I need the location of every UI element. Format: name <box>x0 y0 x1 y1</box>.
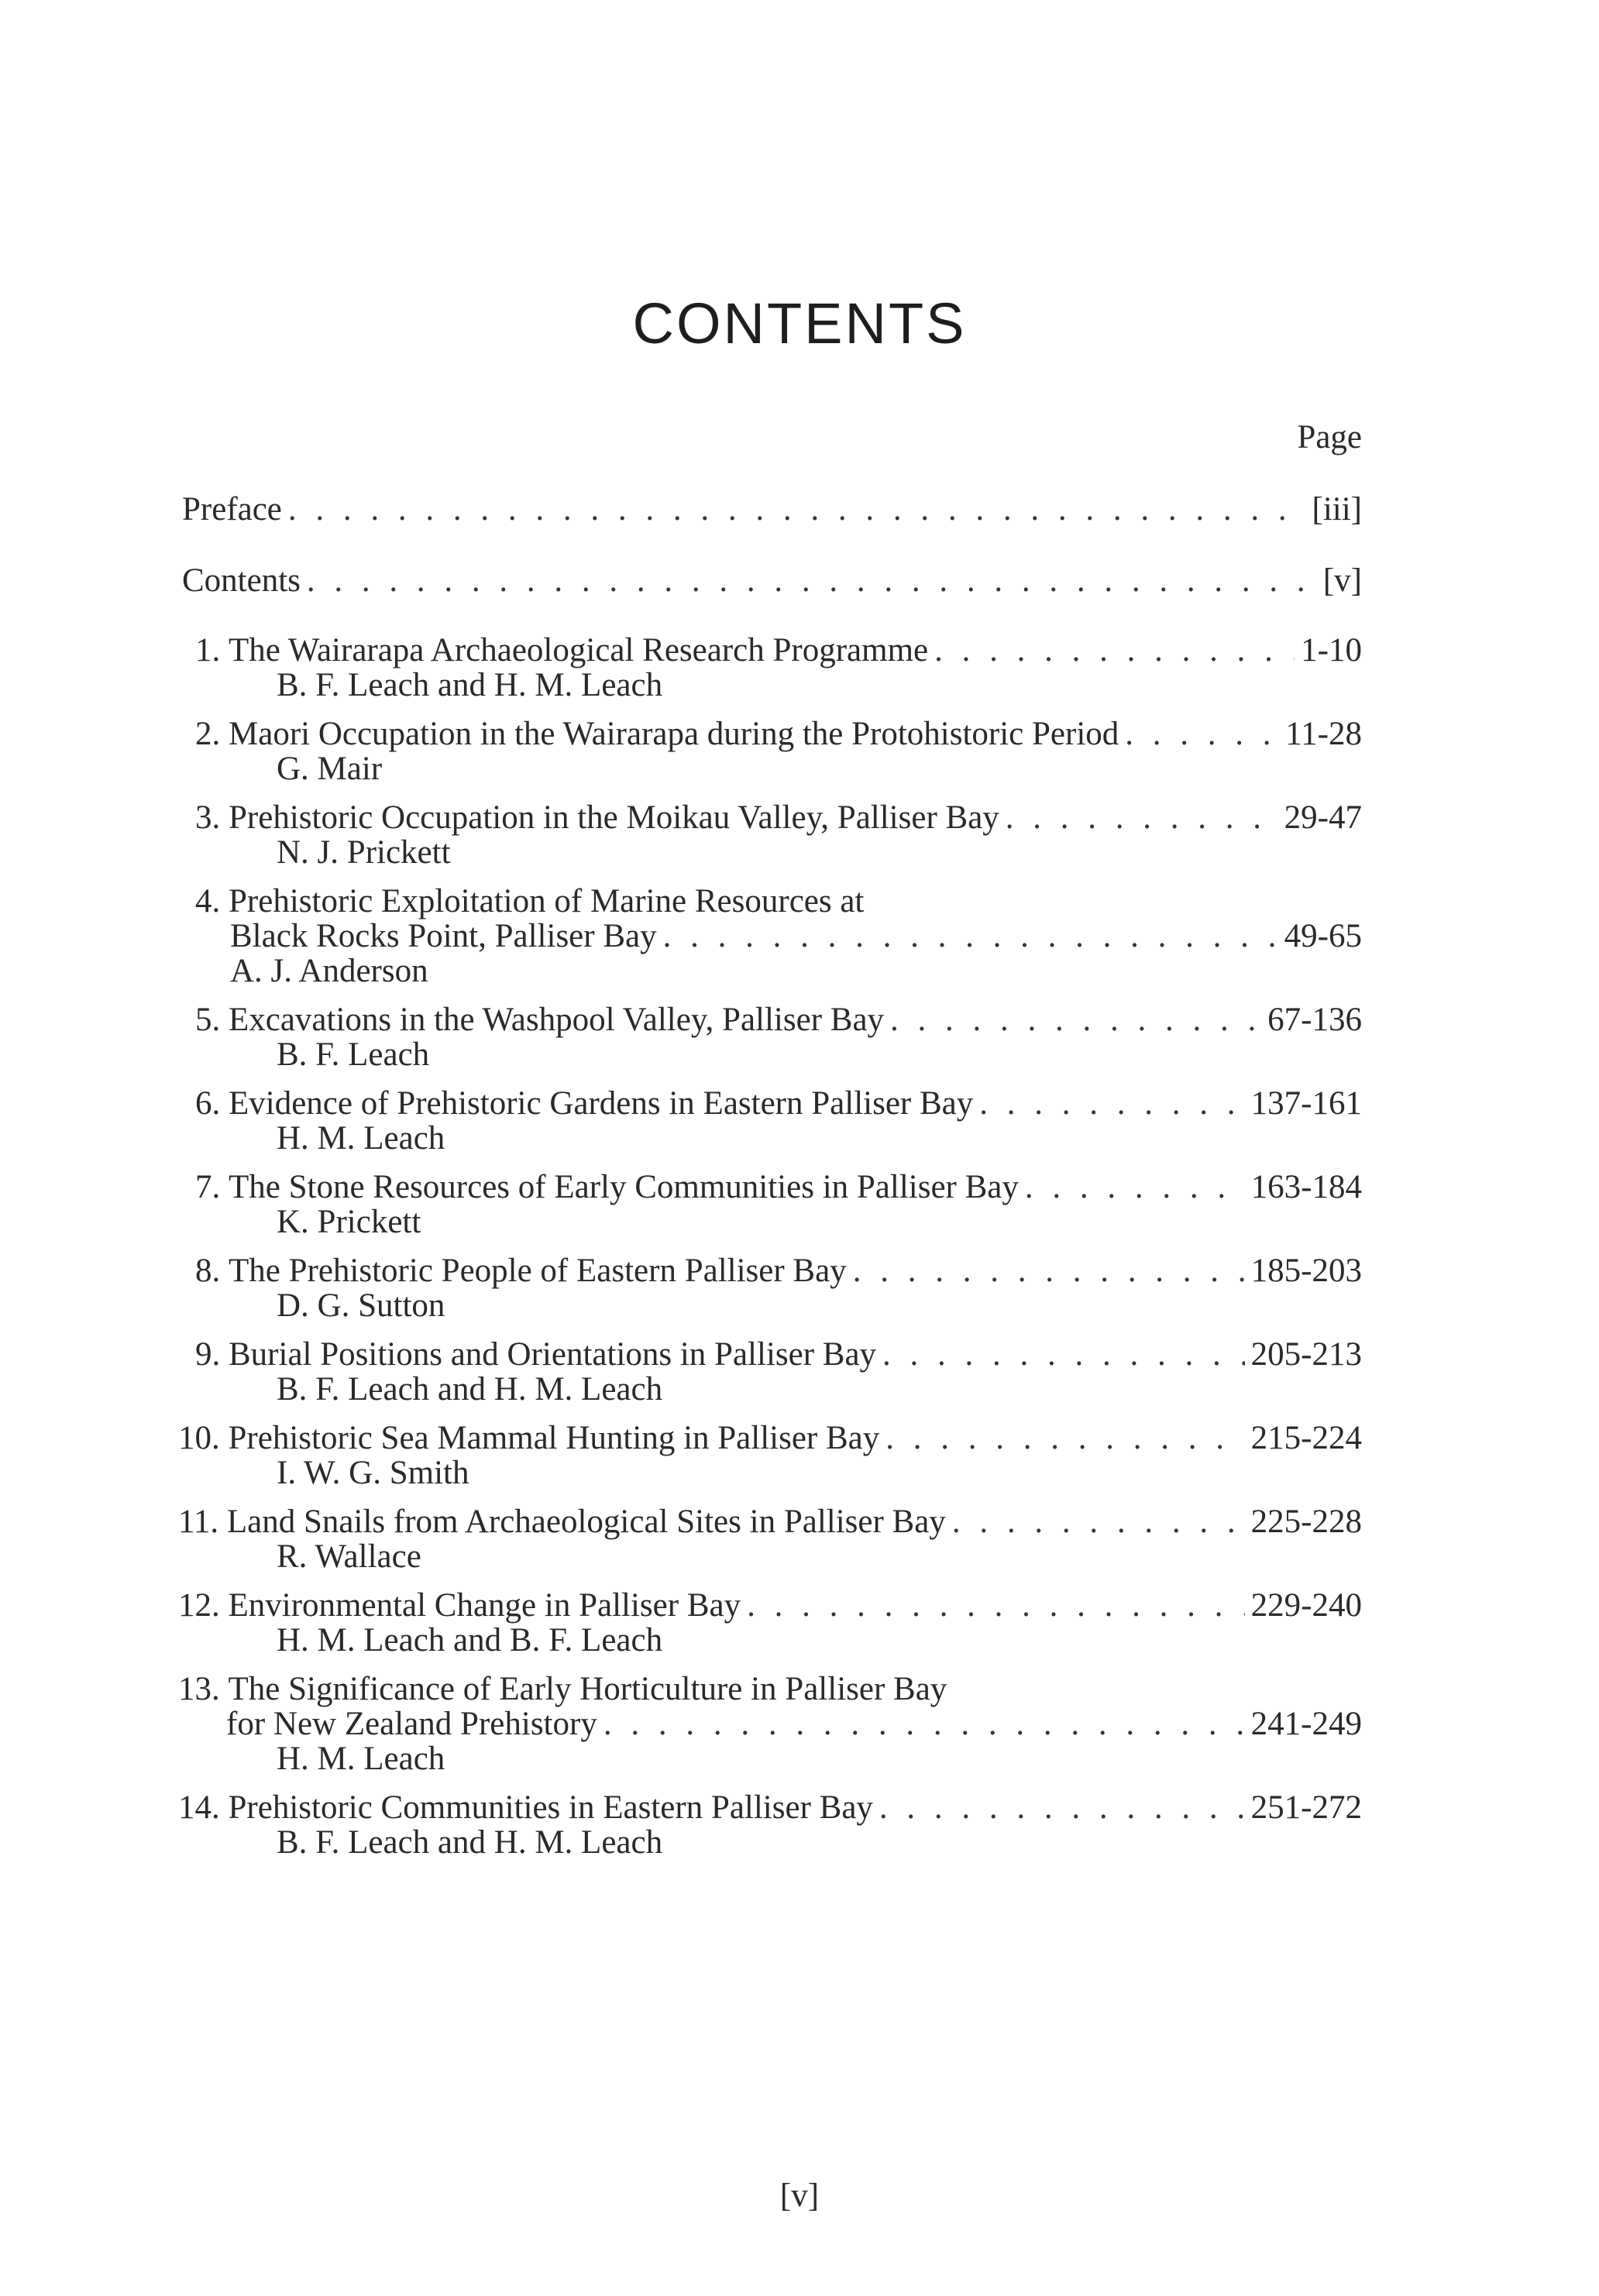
toc-entry-number: 5. <box>195 1002 221 1038</box>
toc-entry-3[interactable] <box>0 796 1599 840</box>
toc-entry-10[interactable] <box>0 1417 1599 1460</box>
toc-entry-number: 6. <box>195 1085 221 1122</box>
toc-entry-8[interactable] <box>0 1249 1599 1293</box>
toc-page-number: 163-184 <box>1250 1169 1362 1205</box>
toc-entry-1[interactable] <box>0 629 1599 672</box>
toc-page-number: 67-136 <box>1267 1002 1362 1038</box>
toc-entry-author: H. M. Leach <box>277 1741 445 1777</box>
toc-entry-number: 4. <box>195 883 221 919</box>
dot-leader <box>952 1500 1245 1544</box>
toc-page-number: 49-65 <box>1284 918 1362 954</box>
toc-page-number: [v] <box>1322 562 1362 599</box>
toc-entry-title-line1: The Significance of Early Horticulture in Palliser Bay <box>228 1671 947 1707</box>
dot-leader <box>879 1786 1245 1830</box>
toc-entry-title: for New Zealand Prehistory <box>226 1706 597 1742</box>
toc-entry-7[interactable] <box>0 1166 1599 1209</box>
toc-entry-6[interactable] <box>0 1082 1599 1126</box>
toc-page-number: 137-161 <box>1250 1085 1362 1122</box>
toc-page-number: 251-272 <box>1250 1789 1362 1826</box>
toc-entry-title: Environmental Change in Palliser Bay <box>228 1587 741 1624</box>
toc-entry-14[interactable] <box>0 1786 1599 1830</box>
toc-entry-author: B. F. Leach and H. M. Leach <box>277 667 663 703</box>
toc-page-number: 185-203 <box>1250 1253 1362 1289</box>
dot-leader <box>885 1417 1244 1460</box>
toc-entry-title: Maori Occupation in the Wairarapa during the Protohistoric Period <box>229 716 1119 752</box>
toc-entry-title: The Wairarapa Archaeological Research Programme <box>229 632 929 669</box>
toc-entry-number: 2. <box>195 716 221 752</box>
toc-entry-title-line1: Prehistoric Exploitation of Marine Resources at <box>229 883 865 919</box>
dot-leader <box>747 1584 1245 1627</box>
toc-page-number: 229-240 <box>1250 1587 1362 1624</box>
toc-entry-author: I. W. G. Smith <box>277 1455 469 1491</box>
toc-page-number: 29-47 <box>1284 799 1362 836</box>
toc-entry-11[interactable] <box>0 1500 1599 1544</box>
toc-entry-author: A. J. Anderson <box>230 953 428 989</box>
toc-entry-title: Contents <box>182 562 301 599</box>
dot-leader <box>853 1249 1245 1293</box>
toc-entry-number: 7. <box>195 1169 221 1205</box>
dot-leader <box>934 629 1295 672</box>
toc-front-matter-contents[interactable] <box>0 559 1599 603</box>
toc-entry-number: 8. <box>195 1253 221 1289</box>
toc-entry-title: Burial Positions and Orientations in Palliser Bay <box>229 1336 877 1373</box>
toc-entry-author: R. Wallace <box>277 1538 421 1575</box>
dot-leader <box>603 1703 1245 1746</box>
toc-entry-author: H. M. Leach <box>277 1120 445 1157</box>
toc-entry-title: Prehistoric Sea Mammal Hunting in Palliser Bay <box>228 1420 880 1456</box>
toc-entry-author: B. F. Leach and H. M. Leach <box>277 1824 663 1861</box>
toc-entry-title: The Prehistoric People of Eastern Palliser Bay <box>229 1253 847 1289</box>
toc-entry-number: 11. <box>178 1504 219 1540</box>
dot-leader <box>979 1082 1244 1126</box>
toc-entry-author: B. F. Leach <box>277 1036 430 1073</box>
toc-entry-12[interactable] <box>0 1584 1599 1627</box>
toc-entry-author: N. J. Prickett <box>277 834 451 871</box>
toc-entry-number: 14. <box>178 1789 220 1826</box>
dot-leader <box>882 1333 1245 1377</box>
toc-entry-title: Black Rocks Point, Palliser Bay <box>230 918 657 954</box>
toc-entry-title: Prehistoric Occupation in the Moikau Valley, Palliser Bay <box>229 799 999 836</box>
toc-entry-author: H. M. Leach and B. F. Leach <box>277 1622 663 1658</box>
dot-leader <box>890 998 1261 1042</box>
toc-entry-number: 9. <box>195 1336 221 1373</box>
toc-entry-2[interactable] <box>0 713 1599 756</box>
toc-page-number: 215-224 <box>1250 1420 1362 1456</box>
toc-entry-9[interactable] <box>0 1333 1599 1377</box>
toc-entry-number: 12. <box>178 1587 220 1624</box>
dot-leader <box>307 559 1317 603</box>
toc-entry-title: Prehistoric Communities in Eastern Palliser Bay <box>228 1789 873 1826</box>
toc-entry-number: 1. <box>195 632 221 669</box>
toc-entry-number: 10. <box>178 1420 220 1456</box>
toc-front-matter-preface[interactable] <box>0 488 1599 531</box>
toc-entry-title: The Stone Resources of Early Communities in Palliser Bay <box>229 1169 1019 1205</box>
toc-entry-title: Excavations in the Washpool Valley, Palliser Bay <box>229 1002 885 1038</box>
toc-entry-author: B. F. Leach and H. M. Leach <box>277 1371 663 1408</box>
toc-page-number: 11-28 <box>1285 716 1362 752</box>
toc-entry-5[interactable] <box>0 998 1599 1042</box>
dot-leader <box>1125 713 1279 756</box>
toc-page-number: 205-213 <box>1250 1336 1362 1373</box>
toc-entry-author: D. G. Sutton <box>277 1287 445 1324</box>
toc-page-number: 1-10 <box>1301 632 1362 669</box>
toc-entry-number: 13. <box>178 1671 220 1707</box>
toc-entry-13-line2[interactable] <box>0 1703 1599 1746</box>
dot-leader <box>663 915 1278 958</box>
dot-leader <box>1025 1166 1245 1209</box>
toc-entry-title: Preface <box>182 491 282 528</box>
toc-entry-author: G. Mair <box>277 751 383 787</box>
toc-entry-number: 3. <box>195 799 221 836</box>
footer-page-number: [v] <box>779 2177 820 2214</box>
page-title: CONTENTS <box>632 291 967 356</box>
toc-entry-author: K. Prickett <box>277 1204 421 1240</box>
toc-page-number: 241-249 <box>1250 1706 1362 1742</box>
toc-page-number: 225-228 <box>1250 1504 1362 1540</box>
toc-entry-title: Land Snails from Archaeological Sites in Palliser Bay <box>226 1504 946 1540</box>
toc-page-number: [iii] <box>1312 491 1362 528</box>
dot-leader <box>1006 796 1278 840</box>
dot-leader <box>288 488 1306 531</box>
page-column-header: Page <box>1297 419 1362 455</box>
toc-entry-title: Evidence of Prehistoric Gardens in Eastern Palliser Bay <box>229 1085 974 1122</box>
